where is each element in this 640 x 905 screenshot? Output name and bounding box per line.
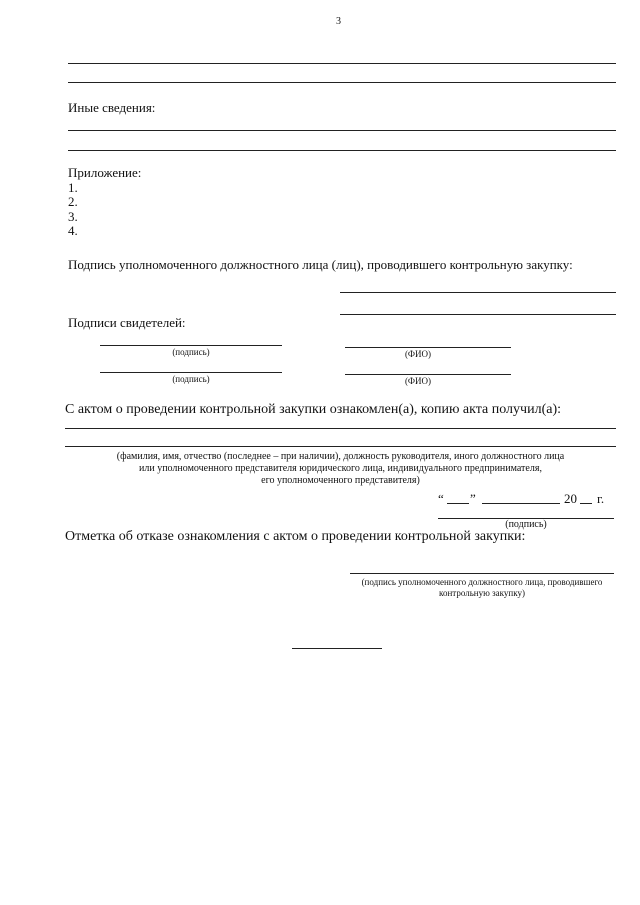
official-signature-line-2 <box>340 314 616 315</box>
date-year-suffix: г. <box>597 491 605 506</box>
witness-1-signature-line <box>100 345 282 346</box>
witness-1-signature-caption: (подпись) <box>172 347 210 357</box>
other-info-line-1 <box>68 130 616 131</box>
acknowledgement-signature-caption: (подпись) <box>505 519 547 530</box>
witness-2-signature-line <box>100 372 282 373</box>
witnesses-label: Подписи свидетелей: <box>68 315 186 330</box>
date-year-line <box>580 503 592 504</box>
continuation-line-1 <box>68 63 616 64</box>
appendix-item-2: 2. <box>68 194 78 209</box>
witness-1-name-line <box>345 347 511 348</box>
refusal-caption-2: контрольную закупку) <box>439 588 525 598</box>
continuation-line-2 <box>68 82 616 83</box>
acknowledgement-caption-1: (фамилия, имя, отчество (последнее – при наличии), должность руководителя, иного должностного лица <box>116 451 565 462</box>
acknowledgement-text: С актом о проведении контрольной закупки ознакомлен(а), копию акта получил(а): <box>65 402 561 417</box>
refusal-text: Отметка об отказе ознакомления с актом о проведении контрольной закупки: <box>65 529 526 544</box>
acknowledgement-line-2 <box>65 446 616 447</box>
witness-2-signature-caption: (подпись) <box>172 374 210 384</box>
date-quote-open: “ <box>438 491 444 506</box>
other-info-label: Иные сведения: <box>68 100 156 115</box>
acknowledgement-caption-2: или уполномоченного представителя юридического лица, индивидуального предпринимателя, <box>139 463 542 474</box>
appendix-item-3: 3. <box>68 209 78 224</box>
appendix-item-1: 1. <box>68 180 78 195</box>
official-signature-line-1 <box>340 292 616 293</box>
acknowledgement-line-1 <box>65 428 616 429</box>
date-quote-close: ” <box>470 491 476 506</box>
refusal-caption-1: (подпись уполномоченного должностного лица, проводившего <box>361 577 603 587</box>
end-separator-line <box>292 648 382 649</box>
other-info-line-2 <box>68 150 616 151</box>
witness-2-name-caption: (ФИО) <box>404 376 432 386</box>
refusal-signature-line <box>350 573 614 574</box>
date-year-prefix: 20 <box>564 491 577 506</box>
official-signature-label: Подпись уполномоченного должностного лица (лиц), проводившего контрольную закупку: <box>68 257 573 272</box>
acknowledgement-caption-3: его уполномоченного представителя) <box>261 475 420 486</box>
appendix-label: Приложение: <box>68 165 142 180</box>
appendix-item-4: 4. <box>68 223 78 238</box>
witness-2-name-line <box>345 374 511 375</box>
page-number: 3 <box>336 16 341 27</box>
date-day-line <box>447 503 469 504</box>
witness-1-name-caption: (ФИО) <box>404 349 432 359</box>
date-month-line <box>482 503 560 504</box>
